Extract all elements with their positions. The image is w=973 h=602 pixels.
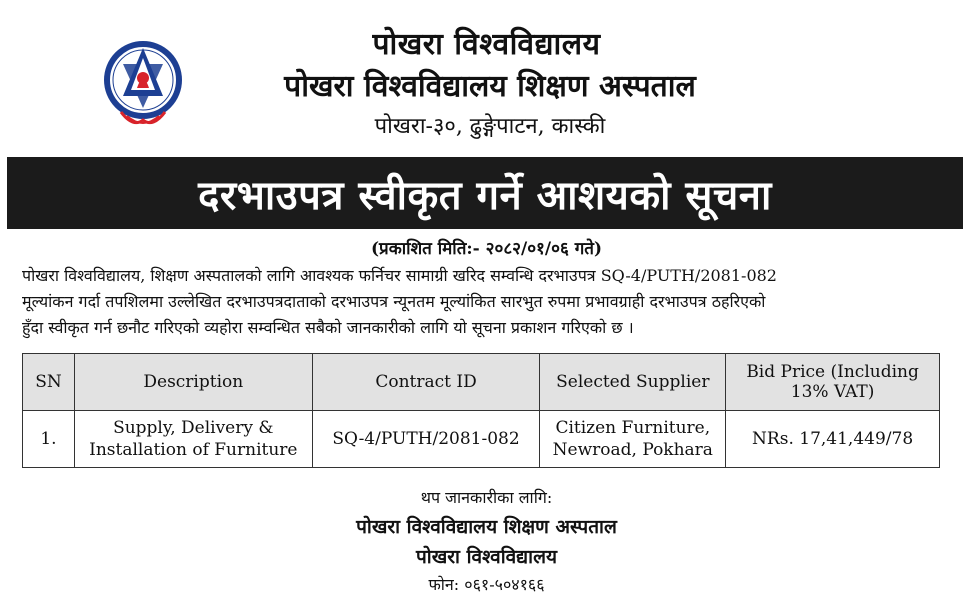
footer [0, 484, 973, 598]
header [0, 0, 973, 152]
header-bid-price: Bid Price (Including 13% VAT) [726, 354, 940, 411]
footer-hospital-name: पोखरा विश्वविद्यालय शिक्षण अस्पताल [356, 516, 617, 538]
table-row [23, 411, 940, 468]
cell-sn: 1. [23, 411, 75, 468]
header-contract-id: Contract ID [312, 354, 540, 411]
notice-body [22, 263, 950, 341]
cell-contract-id: SQ-4/PUTH/2081-082 [312, 411, 540, 468]
notice-body-line: हुँदा स्वीकृत गर्न छनौट गरिएको व्यहोरा सम्वन्धित सबैको जानकारीको लागि यो सूचना प्रकाशन गरिएको छ । [22, 318, 634, 337]
bid-table [22, 353, 940, 468]
header-selected-supplier: Selected Supplier [540, 354, 726, 411]
published-date: (प्रकाशित मिति:- २०८२/०१/०६ गते) [370, 239, 603, 259]
hospital-name: पोखरा विश्वविद्यालय शिक्षण अस्पताल [284, 69, 696, 104]
footer-university-name: पोखरा विश्वविद्यालय [416, 546, 557, 568]
table-header-row [23, 354, 940, 411]
header-sn: SN [23, 354, 75, 411]
notice-title: दरभाउपत्र स्वीकृत गर्ने आशयको सूचना [198, 171, 772, 219]
university-name: पोखरा विश्वविद्यालय [372, 27, 601, 62]
notice-body-line: मूल्यांकन गर्दा तपशिलमा उल्लेखित दरभाउपत्रदाताको दरभाउपत्र न्यूनतम मूल्यांकित सारभुत रुपमा प्रभावग्राही दरभाउपत्र ठहरिएको [22, 292, 766, 311]
notice-title-banner [7, 157, 963, 229]
footer-phone: फोन: ०६१-५०४१६६ [428, 575, 545, 594]
address: पोखरा-३०, ढुङ्गेपाटन, कास्की [374, 114, 606, 139]
cell-description: Supply, Delivery & Installation of Furniture [74, 411, 312, 468]
cell-bid-price: NRs. 17,41,449/78 [726, 411, 940, 468]
notice-body-line: पोखरा विश्वविद्यालय, शिक्षण अस्पतालको लागि आवश्यक फर्निचर सामाग्री खरिद सम्वन्धि दरभाउपत्र SQ-4/PUTH/2081-082 [22, 266, 777, 285]
cell-supplier: Citizen Furniture, Newroad, Pokhara [540, 411, 726, 468]
header-description: Description [74, 354, 312, 411]
more-info-label: थप जानकारीका लागि: [420, 488, 553, 507]
